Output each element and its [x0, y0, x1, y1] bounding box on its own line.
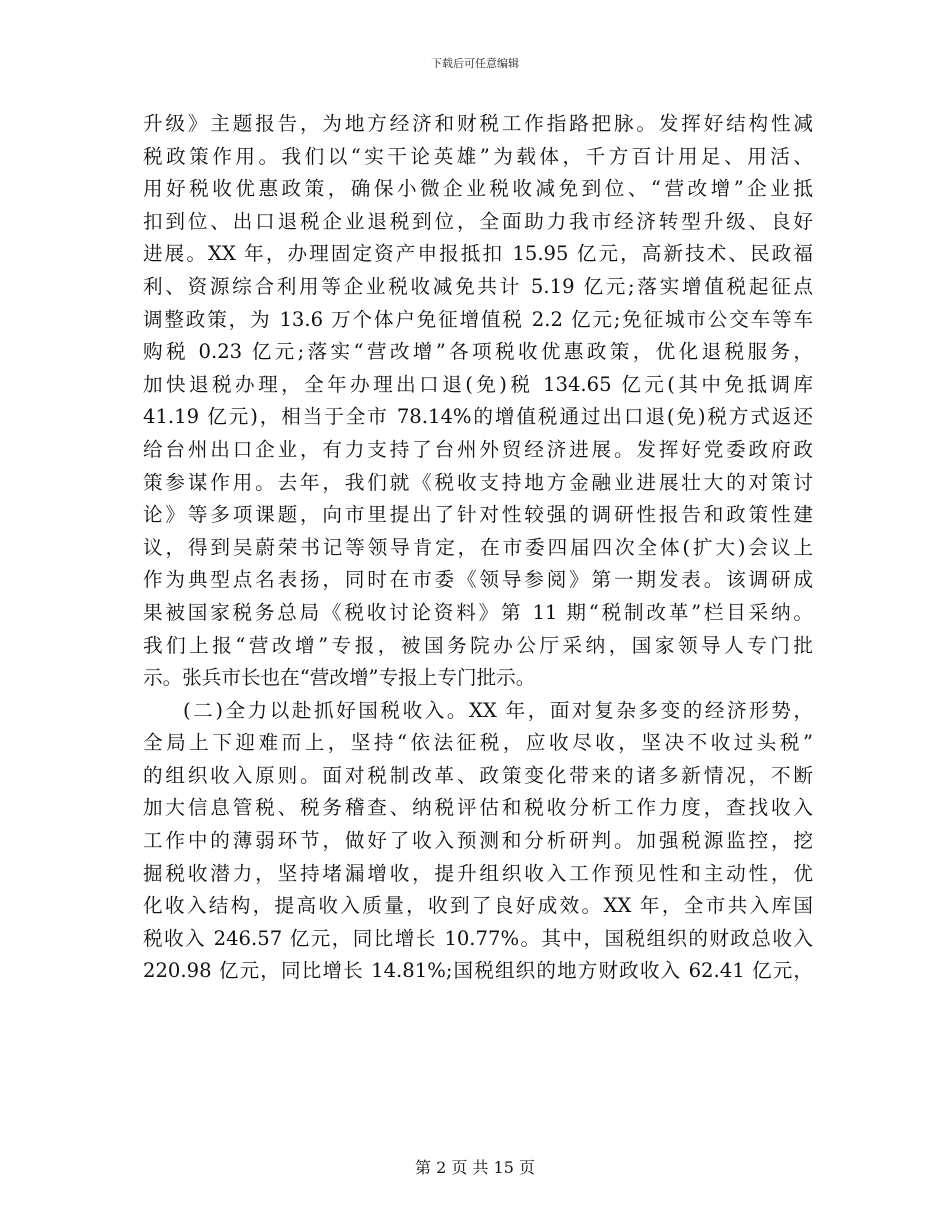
- body-line: 示。张兵市长也在“营改增”专报上专门批示。: [143, 666, 536, 690]
- body-line: 加大信息管税、税务稽查、纳税评估和税收分析工作力度，查找收入: [143, 796, 813, 820]
- page-header: 下载后可任意编辑: [431, 57, 519, 70]
- body-line: 化收入结构，提高收入质量，收到了良好成效。XX 年，全市共入库国: [143, 894, 813, 918]
- body-line: 调整政策，为 13.6 万个体户免征增值税 2.2 亿元;免征城市公交车等车: [143, 307, 813, 331]
- page-number: 第 2 页 共 15 页: [415, 1158, 535, 1177]
- body-line: 税收入 246.57 亿元，同比增长 10.77%。其中，国税组织的财政总收入: [143, 926, 813, 950]
- document-body: [143, 108, 813, 988]
- body-line: 41.19 亿元)，相当于全市 78.14%的增值税通过出口退(免)税方式返还: [143, 405, 813, 429]
- body-line: 用好税收优惠政策，确保小微企业税收减免到位、“营改增”企业抵: [143, 177, 813, 201]
- body-line: 论》等多项课题，向市里提出了针对性较强的调研性报告和政策性建: [143, 503, 813, 527]
- body-line: 进展。XX 年，办理固定资产申报抵扣 15.95 亿元，高新技术、民政福: [143, 242, 813, 266]
- body-line: 果被国家税务总局《税收讨论资料》第 11 期“税制改革”栏目采纳。: [143, 600, 813, 624]
- body-line: 220.98 亿元，同比增长 14.81%;国税组织的地方财政收入 62.41 亿元，: [143, 959, 813, 983]
- body-line: 作为典型点名表扬，同时在市委《领导参阅》第一期发表。该调研成: [143, 568, 813, 592]
- body-line: 的组织收入原则。面对税制改革、政策变化带来的诸多新情况，不断: [143, 763, 813, 787]
- body-line: 给台州出口企业，有力支持了台州外贸经济进展。发挥好党委政府政: [143, 437, 813, 461]
- body-line: 全局上下迎难而上，坚持“依法征税，应收尽收，坚决不收过头税”: [143, 731, 813, 755]
- body-line: 升级》主题报告，为地方经济和财税工作指路把脉。发挥好结构性减: [143, 112, 813, 135]
- body-line: 税政策作用。我们以“实干论英雄”为载体，千方百计用足、用活、: [143, 144, 813, 168]
- body-line: 议，得到吴蔚荣书记等领导肯定，在市委四届四次全体(扩大)会议上: [143, 535, 813, 559]
- body-line: 策参谋作用。去年，我们就《税收支持地方金融业进展壮大的对策讨: [143, 470, 813, 494]
- body-line: 扣到位、出口退税企业退税到位，全面助力我市经济转型升级、良好: [143, 209, 813, 233]
- body-line: 利、资源综合利用等企业税收减免共计 5.19 亿元;落实增值税起征点: [143, 274, 813, 298]
- body-line: 加快退税办理，全年办理出口退(免)税 134.65 亿元(其中免抵调库: [143, 372, 813, 396]
- body-line: 工作中的薄弱环节，做好了收入预测和分析研判。加强税源监控，挖: [143, 829, 813, 853]
- body-line: 我们上报“营改增”专报，被国务院办公厅采纳，国家领导人专门批: [143, 633, 813, 657]
- paragraph-first-line: (二)全力以赴抓好国税收入。XX 年，面对复杂多变的经济形势，: [183, 698, 813, 722]
- body-line: 掘税收潜力，坚持堵漏增收，提升组织收入工作预见性和主动性，优: [143, 861, 813, 885]
- body-line: 购税 0.23 亿元;落实“营改增”各项税收优惠政策，优化退税服务，: [143, 340, 813, 364]
